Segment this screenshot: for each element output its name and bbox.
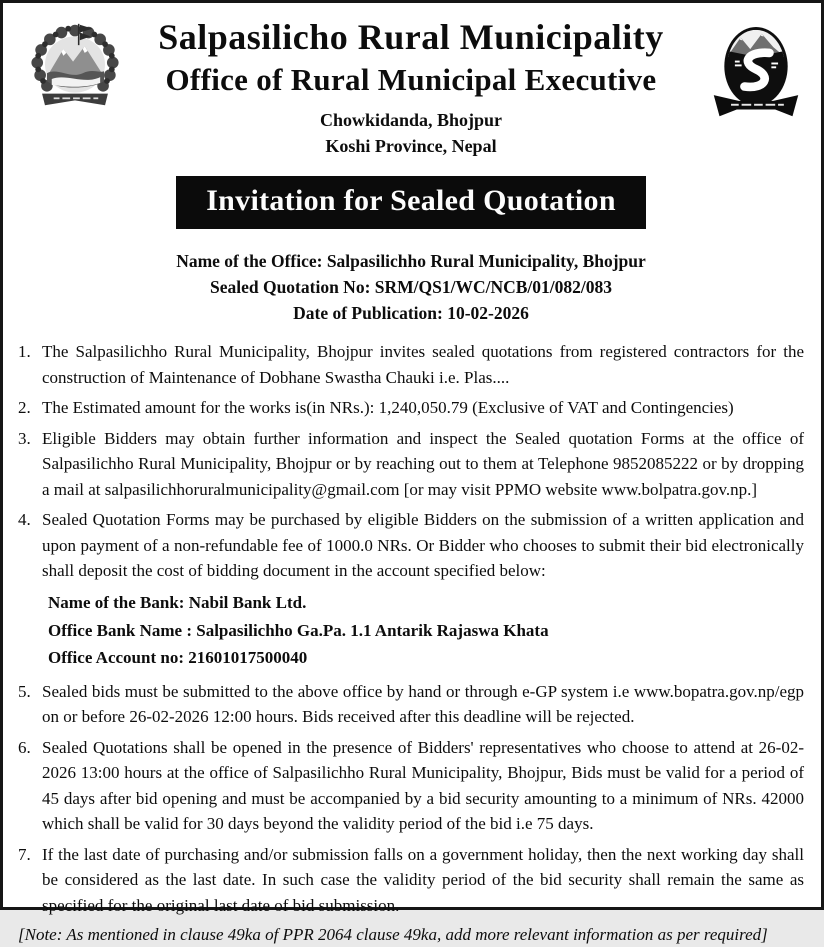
office-name-line: Name of the Office: Salpasilichho Rural Municipality, Bhojpur bbox=[176, 251, 646, 272]
clause-text: The Estimated amount for the works is(in NRs.): 1,240,050.79 (Exclusive of VAT and Contingencies) bbox=[42, 398, 734, 418]
quotation-number-line: Sealed Quotation No: SRM/QS1/WC/NCB/01/082/083 bbox=[209, 276, 613, 297]
clause-text: If the last date of purchasing and/or submission falls on a government holiday, then the next working day shall be considered as the last date. In such case the validity period of the bid security shall remain the same as specified for the original last date of bid submission. bbox=[42, 844, 804, 915]
clause-text: Sealed bids must be submitted to the above office by hand or through e-GP system i.e www.bopatra.gov.np/egp on or before 26-02-2026 12:00 hours. Bids received after this deadline will be rejected. bbox=[42, 681, 804, 727]
clause-7 bbox=[18, 842, 804, 919]
clauses-list bbox=[18, 339, 804, 918]
document-header bbox=[18, 9, 804, 159]
clause-number: 7. bbox=[18, 844, 31, 864]
page-subtitle: Office of Rural Municipal Executive bbox=[165, 62, 657, 98]
bank-name-line: Name of the Bank: Nabil Bank Ltd. bbox=[48, 592, 307, 612]
clause-number: 5. bbox=[18, 681, 31, 701]
clause-5 bbox=[18, 679, 804, 730]
clause-number: 4. bbox=[18, 510, 31, 530]
address-line-2: Koshi Province, Nepal bbox=[325, 136, 497, 157]
clause-6 bbox=[18, 735, 804, 837]
bank-details-block bbox=[48, 589, 804, 672]
clause-1 bbox=[18, 339, 804, 390]
office-account-line: Office Account no: 21601017500040 bbox=[48, 648, 308, 668]
clause-text: Sealed Quotation Forms may be purchased by eligible Bidders on the submission of a written application and upon payment of a non-refundable fee of 1000.0 NRs. Or Bidder who chooses to submit their bid electronically shall deposit the cost of bidding document in the account specified below: bbox=[42, 510, 804, 581]
office-info-block bbox=[18, 249, 804, 326]
publication-date-line: Date of Publication: 10-02-2026 bbox=[293, 302, 529, 323]
clause-text: The Salpasilichho Rural Municipality, Bhojpur invites sealed quotations from registered contractors for the construction of Maintenance of Dobhane Swastha Chauki i.e. Plas.... bbox=[42, 342, 804, 387]
municipality-seal-icon bbox=[708, 21, 804, 129]
clause-2 bbox=[18, 395, 804, 421]
page-title: Salpasilicho Rural Municipality bbox=[158, 17, 664, 57]
invitation-banner bbox=[176, 176, 646, 229]
footer-note: [Note: As mentioned in clause 49ka of PPR 2064 clause 49ka, add more relevant information as per required] bbox=[18, 925, 768, 945]
clause-text: Sealed Quotations shall be opened in the presence of Bidders' representatives who choose to attend at 26-02-2026 13:00 hours at the office of Salpasilichho Rural Municipality, Bhojpur, Bids must be valid for a period of 45 days after bid opening and must be accompanied by a bid security amounting to a minimum of NRs. 42000 which shall be valid for 30 days beyond the validity period of the bid i.e 75 days. bbox=[42, 737, 804, 834]
banner-text: Invitation for Sealed Quotation bbox=[206, 184, 616, 218]
nepal-emblem-icon bbox=[26, 19, 124, 111]
clause-text: Eligible Bidders may obtain further information and inspect the Sealed quotation Forms at the office of Salpasilichho Rural Municipality, Bhojpur or by reaching out to them at Telephone 9852085222 or by dropping a mail at salpasilichhoruralmunicipality@gmail.com [or may visit PPMO website www.bolpatra.gov.np.] bbox=[42, 428, 804, 499]
office-bank-name-line: Office Bank Name : Salpasilichho Ga.Pa. 1.1 Antarik Rajaswa Khata bbox=[48, 620, 549, 640]
clause-number: 2. bbox=[18, 398, 31, 418]
clause-number: 1. bbox=[18, 342, 31, 362]
clause-4 bbox=[18, 507, 804, 584]
clause-3 bbox=[18, 426, 804, 503]
clause-number: 3. bbox=[18, 428, 31, 448]
address-line-1: Chowkidanda, Bhojpur bbox=[319, 110, 503, 131]
clause-number: 6. bbox=[18, 737, 31, 757]
